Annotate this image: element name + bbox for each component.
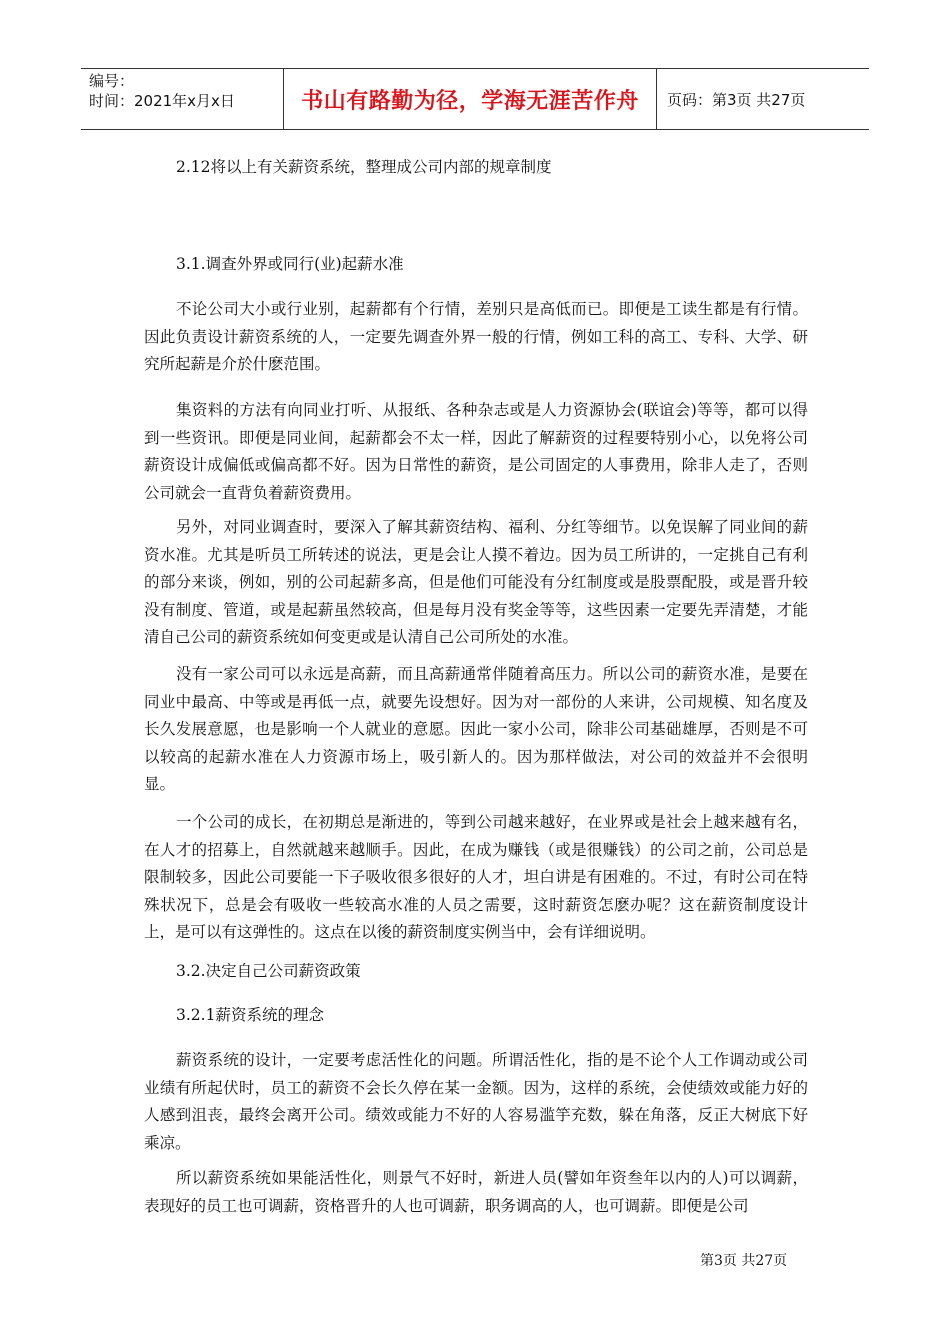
page-header [81, 68, 869, 130]
header-meta [81, 69, 283, 129]
header-motto: 书山有路勤为径，学海无涯苦作舟 [283, 69, 657, 129]
paragraph-5: 一个公司的成长，在初期总是渐进的，等到公司越来越好，在业界或是社会上越来越有名，在人才的招募上，自然就越来越顺手。因此，在成为赚钱（或是很赚钱）的公司之前，公司总是限制较多，因此公司要能一下子吸收很多很好的人才，坦白讲是有困难的。不过，有时公司在特殊状况下，总是会有吸收一些较高水准的人员之需要，这时薪资怎麽办呢？这在薪资制度设计上，是可以有这弹性的。这点在以後的薪资制度实例当中，会有详细说明。 [144, 813, 808, 941]
paragraph-6: 薪资系统的设计，一定要考虑活性化的问题。所谓活性化，指的是不论个人工作调动或公司业绩有所起伏时，员工的薪资不会长久停在某一金额。因为，这样的系统，会使绩效或能力好的人感到沮丧，最终会离开公司。绩效或能力不好的人容易滥竽充数，躲在角落，反正大树底下好乘凉。 [144, 1051, 808, 1152]
paragraph-1: 不论公司大小或行业别，起薪都有个行情，差别只是高低而已。即便是工读生都是有行情。因此负责设计薪资系统的人，一定要先调查外界一般的行情，例如工科的高工、专科、大学、研究所起薪是介於什麽范围。 [144, 300, 808, 373]
page-footer-number: 第3页 共27页 [700, 1253, 788, 1269]
section-heading-2-12: 2.12将以上有关薪资系统，整理成公司内部的规章制度 [176, 158, 552, 176]
section-heading-3-2-1: 3.2.1薪资系统的理念 [176, 1006, 324, 1024]
paragraph-7: 所以薪资系统如果能活性化，则景气不好时，新进人员(譬如年资叁年以内的人)可以调薪，表现好的员工也可调薪，资格晋升的人也可调薪，职务调高的人，也可调薪。即便是公司 [144, 1169, 808, 1215]
document-number-label: 编号： [89, 72, 135, 90]
paragraph-3: 另外，对同业调查时，要深入了解其薪资结构、福利、分红等细节。以免误解了同业间的薪资水准。尤其是听员工所转述的说法，更是会让人摸不着边。因为员工所讲的，一定挑自己有利的部分来谈，例如，别的公司起薪多高，但是他们可能没有分红制度或是股票配股，或是晋升较没有制度、管道，或是起薪虽然较高，但是每月没有奖金等等，这些因素一定要先弄清楚，才能清自己公司的薪资系统如何变更或是认清自己公司所处的水准。 [144, 518, 808, 646]
paragraph-2: 集资料的方法有向同业打听、从报纸、各种杂志或是人力资源协会(联谊会)等等，都可以得到一些资讯。即便是同业间，起薪都会不太一样，因此了解薪资的过程要特别小心，以免将公司薪资设计成偏低或偏高都不好。因为日常性的薪资，是公司固定的人事费用，除非人走了，否则公司就会一直背负着薪资费用。 [144, 401, 808, 502]
paragraph-4: 没有一家公司可以永远是高薪，而且高薪通常伴随着高压力。所以公司的薪资水准，是要在同业中最高、中等或是再低一点，就要先设想好。因为对一部份的人来讲，公司规模、知名度及长久发展意愿，也是影响一个人就业的意愿。因此一家小公司，除非公司基础雄厚，否则是不可以较高的起薪水准在人力资源市场上，吸引新人的。因为那样做法，对公司的效益并不会很明显。 [144, 665, 808, 793]
document-date-label: 时间：2021年x月x日 [89, 92, 235, 110]
section-heading-3-1: 3.1.调查外界或同行(业)起薪水准 [176, 255, 404, 273]
header-page-number: 页码：第3页 共27页 [667, 90, 806, 109]
section-heading-3-2: 3.2.决定自己公司薪资政策 [176, 962, 361, 980]
